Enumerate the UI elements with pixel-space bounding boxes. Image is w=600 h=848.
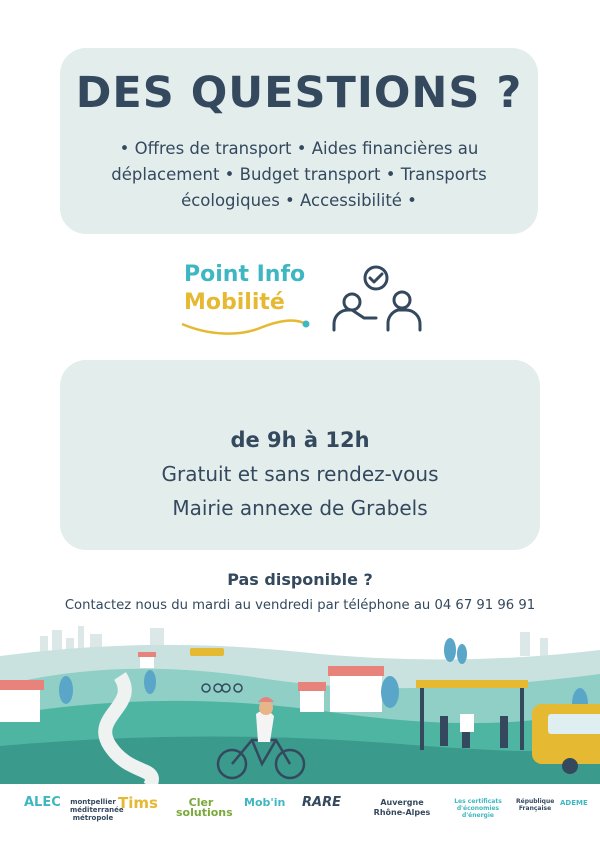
partner-logo: Cler solutions bbox=[176, 796, 233, 819]
topics-line: déplacement • Budget transport • Transports bbox=[111, 165, 487, 184]
opening-hours: de 9h à 12h bbox=[230, 428, 370, 452]
point-info-mobilite-logo bbox=[180, 262, 310, 340]
partner-logo: Mob'in bbox=[244, 796, 286, 809]
city-landscape-illustration bbox=[0, 616, 600, 786]
partner-logo: Les certificats d'économies d'énergie bbox=[454, 798, 502, 819]
partner-logo: République Française bbox=[516, 798, 555, 812]
logo-line-1: Point Info bbox=[184, 262, 306, 287]
page-title: DES QUESTIONS ? bbox=[75, 68, 523, 118]
topics-list bbox=[84, 136, 514, 214]
location: Mairie annexe de Grabels bbox=[172, 496, 428, 520]
partner-logo: Tims bbox=[118, 794, 158, 812]
logo-line-2: Mobilité bbox=[184, 290, 285, 315]
free-no-appointment: Gratuit et sans rendez-vous bbox=[161, 462, 439, 486]
questions-card bbox=[60, 48, 538, 234]
partner-logo: Auvergne Rhône-Alpes bbox=[373, 798, 431, 817]
logo-swoosh-icon bbox=[180, 314, 310, 340]
topics-line: écologiques • Accessibilité • bbox=[181, 191, 417, 210]
unavailable-heading: Pas disponible ? bbox=[227, 570, 373, 589]
partner-logo: ADEME bbox=[560, 799, 588, 807]
partner-logo: RARE bbox=[302, 795, 341, 810]
contact-text: Contactez nous du mardi au vendredi par téléphone au 04 67 91 96 91 bbox=[64, 598, 536, 613]
conversation-people-icon bbox=[330, 264, 426, 334]
schedule-card bbox=[60, 360, 540, 550]
partner-logo: montpellier méditerranée métropole bbox=[70, 798, 124, 822]
topics-line: • Offres de transport • Aides financières au bbox=[119, 139, 479, 158]
partner-logo: ALEC bbox=[24, 795, 61, 810]
partners-footer bbox=[0, 784, 600, 848]
